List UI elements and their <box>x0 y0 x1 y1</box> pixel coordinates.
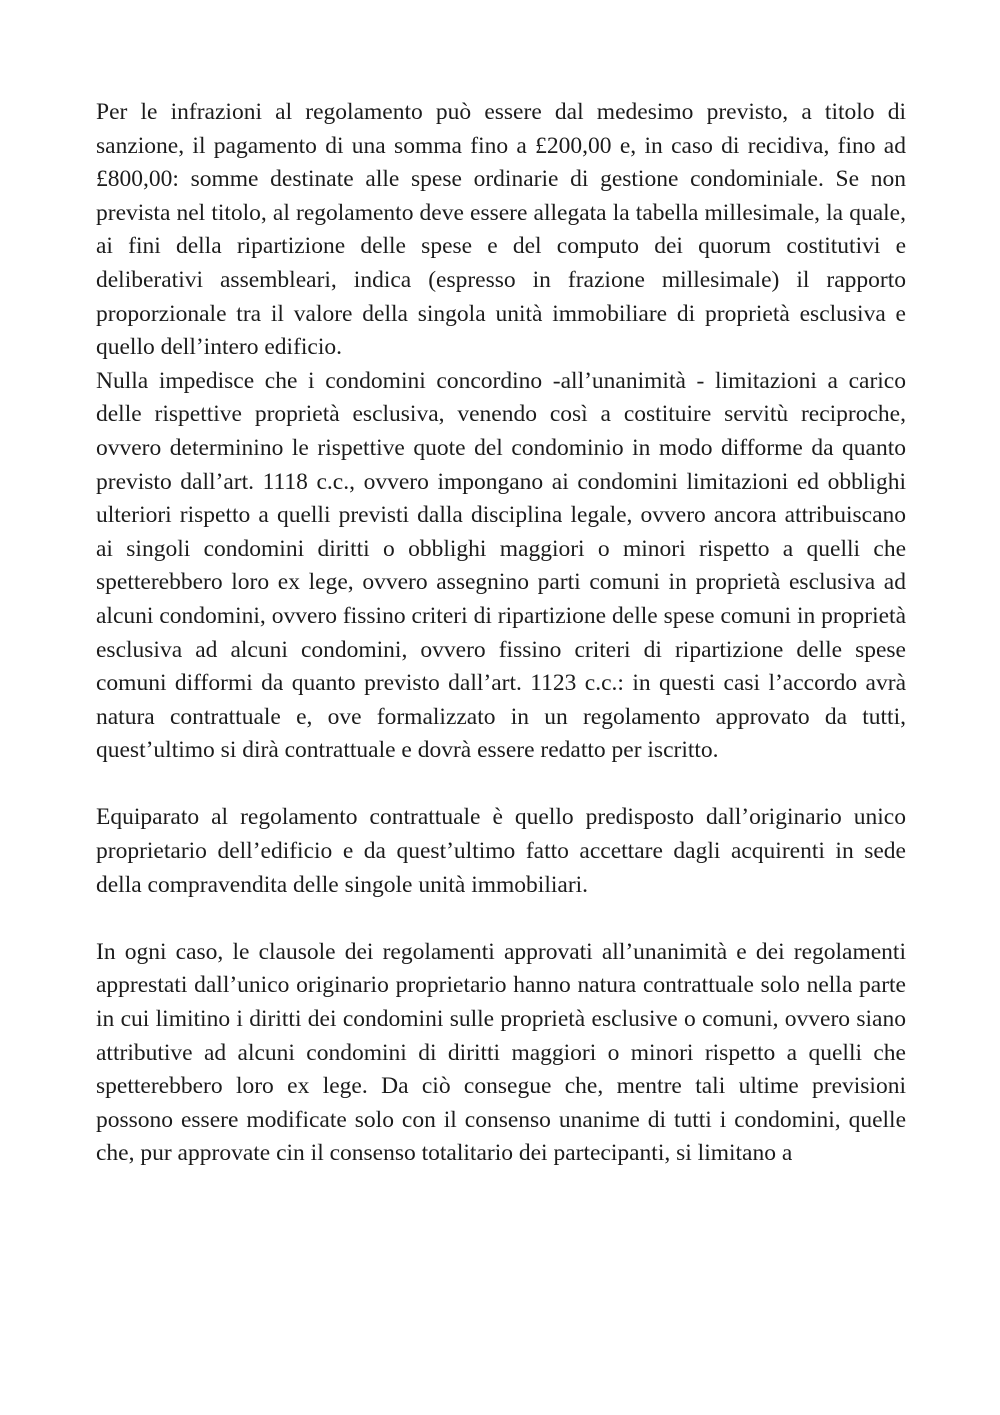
paragraph-contractual-regulation: Equiparato al regolamento contrattuale è quello predisposto dall’originario unico proprietario dell’edificio e da quest’ultimo fatto accettare dagli acquirenti in sede della compravendita delle singole unità immobiliari. <box>96 804 906 898</box>
paragraph-sanctions: Per le infrazioni al regolamento può essere dal medesimo previsto, a titolo di sanzione, il pagamento di una somma fino a £200,00 e, in caso di recidiva, fino ad £800,00: somme destinate alle spese ordinarie di gestione condominiale. Se non prevista nel titolo, al regolamento deve essere allegata la tabella millesimale, la quale, ai fini della ripartizione delle spese e del computo dei quorum costitutivi e deliberativi assembleari, indica (espresso in frazione millesimale) il rapporto proporzionale tra il valore della singola unità immobiliare di proprietà esclusiva e quello dell’intero edificio. <box>96 99 906 361</box>
paragraph-unanimity: Nulla impedisce che i condomini concordino -all’unanimità - limitazioni a carico delle rispettive proprietà esclusiva, venendo così a costituire servitù reciproche, ovvero determinino le rispettive quote del condominio in modo difforme da quanto previsto dall’art. 1118 c.c., ovvero impongano ai condomini limitazioni ed obblighi ulteriori rispetto a quelli previsti dalla disciplina legale, ovvero ancora attribuiscano ai singoli condomini diritti o obblighi maggiori o minori rispetto a quelli che spetterebbero loro ex lege, ovvero assegnino parti comuni in proprietà esclusiva ad alcuni condomini, ovvero fissino criteri di ripartizione delle spese comuni in proprietà esclusiva ad alcuni condomini, ovvero fissino criteri di ripartizione delle spese comuni difformi da quanto previsto dall’art. 1123 c.c.: in questi casi l’accordo avrà natura contrattuale e, ove formalizzato in un regolamento approvato da tutti, quest’ultimo si dirà contrattuale e dovrà essere redatto per iscritto. <box>96 367 906 764</box>
document-page <box>96 96 906 1171</box>
paragraph-clauses: In ogni caso, le clausole dei regolamenti approvati all’unanimità e dei regolamenti apprestati dall’unico originario proprietario hanno natura contrattuale solo nella parte in cui limitino i diritti dei condomini sulle proprietà esclusive o comuni, ovvero siano attributive ad alcuni condomini di diritti maggiori o minori rispetto a quelli che spetterebbero loro ex lege. Da ciò consegue che, mentre tali ultime previsioni possono essere modificate solo con il consenso unanime di tutti i condomini, quelle che, pur approvate cin il consenso totalitario dei partecipanti, si limitano a <box>96 938 906 1167</box>
